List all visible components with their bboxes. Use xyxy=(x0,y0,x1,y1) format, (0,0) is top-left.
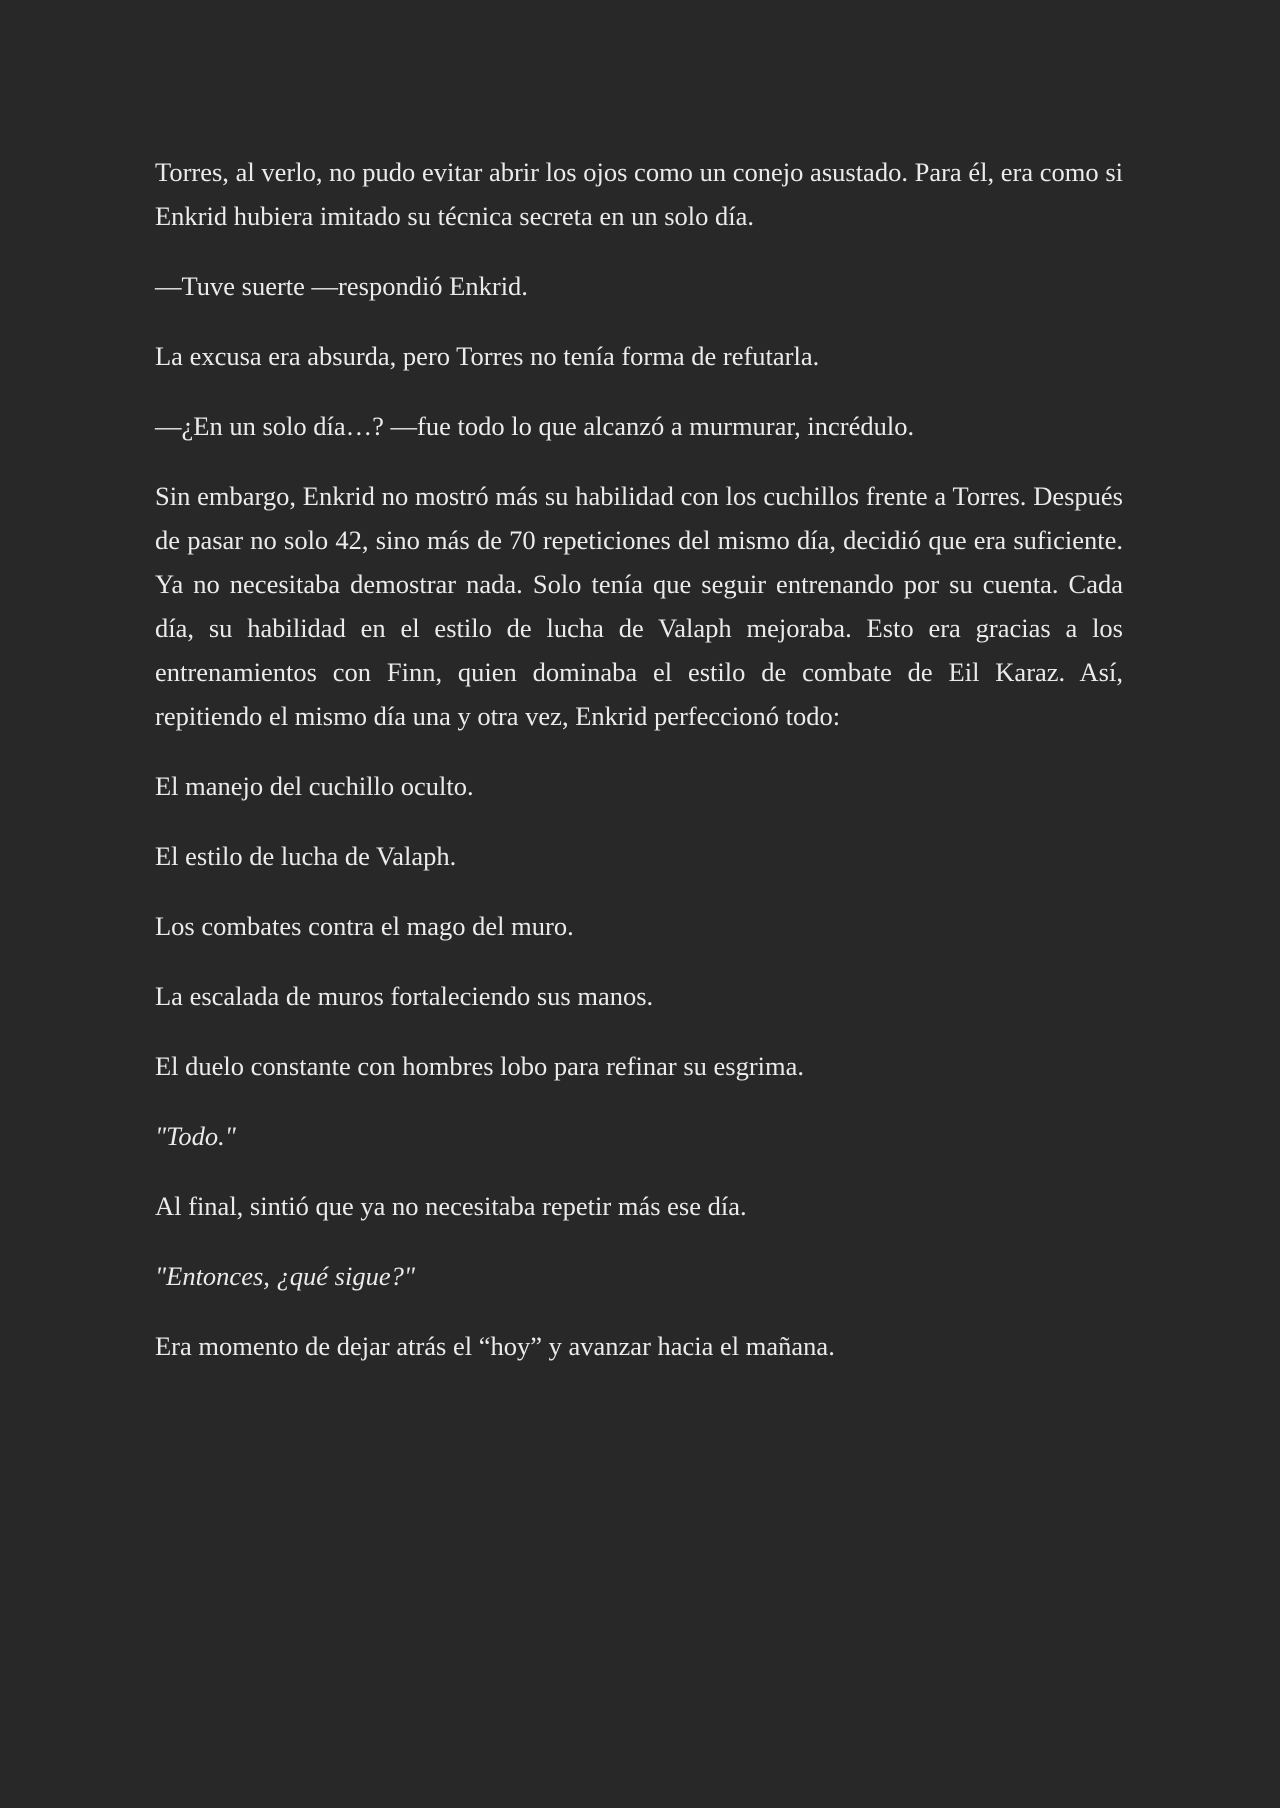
paragraph-list-wall-climbing: La escalada de muros fortaleciendo sus manos. xyxy=(155,981,654,1011)
paragraph-move-forward: Era momento de dejar atrás el “hoy” y avanzar hacia el mañana. xyxy=(155,1331,835,1361)
paragraph-dialogue-one-day: —¿En un solo día…? —fue todo lo que alcanzó a murmurar, incrédulo. xyxy=(155,411,915,441)
paragraph-thought-everything: "Todo." xyxy=(155,1121,236,1151)
paragraph-list-werewolf-duel: El duelo constante con hombres lobo para refinar su esgrima. xyxy=(155,1051,805,1081)
paragraph-list-hidden-knife: El manejo del cuchillo oculto. xyxy=(155,771,474,801)
paragraph-absurd-excuse: La excusa era absurda, pero Torres no tenía forma de refutarla. xyxy=(155,341,820,371)
paragraph-dialogue-luck: —Tuve suerte —respondió Enkrid. xyxy=(155,271,528,301)
paragraph-thought-what-next: "Entonces, ¿qué sigue?" xyxy=(155,1261,415,1291)
paragraph-list-valaph-style: El estilo de lucha de Valaph. xyxy=(155,841,457,871)
reader-page xyxy=(155,150,1123,1394)
paragraph-torres-reaction: Torres, al verlo, no pudo evitar abrir los ojos como un conejo asustado. Para él, era como si Enkrid hubiera imitado su técnica secreta en un solo día. xyxy=(155,157,1123,231)
paragraph-list-wall-mage: Los combates contra el mago del muro. xyxy=(155,911,574,941)
paragraph-training-summary: Sin embargo, Enkrid no mostró más su habilidad con los cuchillos frente a Torres. Después de pasar no solo 42, sino más de 70 repeticiones del mismo día, decidió que era suficiente. Ya no necesitaba demostrar nada. Solo tenía que seguir entrenando por su cuenta. Cada día, su habilidad en el estilo de lucha de Valaph mejoraba. Esto era gracias a los entrenamientos con Finn, quien dominaba el estilo de combate de Eil Karaz. Así, repitiendo el mismo día una y otra vez, Enkrid perfeccionó todo: xyxy=(155,481,1123,731)
paragraph-no-more-repeats: Al final, sintió que ya no necesitaba repetir más ese día. xyxy=(155,1191,747,1221)
